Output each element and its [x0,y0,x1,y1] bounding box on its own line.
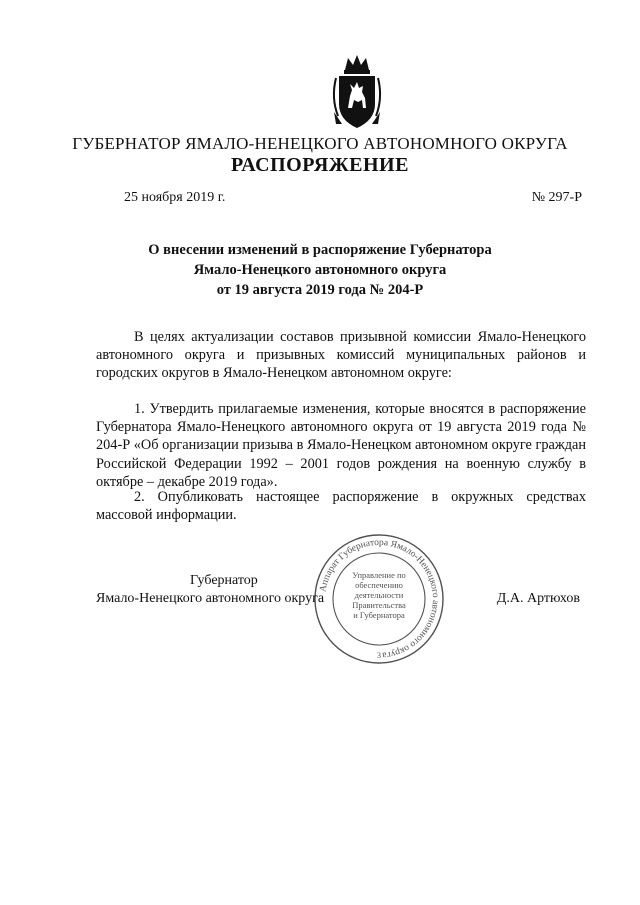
seal-ring-text: Аппарат Губернатора Ямало-Ненецкого автономного округа [318,537,441,660]
document-number: № 297-Р [531,190,582,205]
seal-inner-line: Управление по [352,570,406,580]
subject-line: Ямало-Ненецкого автономного округа [193,262,447,278]
document-type: РАСПОРЯЖЕНИЕ [231,154,409,176]
seal-inner-line: деятельности [354,590,404,600]
seal-inner-line: Правительства [352,600,406,610]
signatory-title: Ямало-Ненецкого автономного округа [96,591,325,606]
preamble-paragraph: В целях актуализации составов призывной комиссии Ямало-Ненецкого автономного округа и призывных комиссий муниципальных районов и городских округов в Ямало-Ненецком автономном округе: [96,329,586,382]
signatory-name: Д.А. Артюхов [496,591,580,606]
issuing-authority: ГУБЕРНАТОР ЯМАЛО-НЕНЕЦКОГО АВТОНОМНОГО ОКРУГА [72,134,568,153]
item-2-paragraph: 2. Опубликовать настоящее распоряжение в окружных средствах массовой информации. [96,489,586,524]
coat-of-arms-icon [328,52,386,130]
signatory-title: Губернатор [190,573,258,588]
subject-line: О внесении изменений в распоряжение Губернатора [148,242,492,258]
official-seal-icon [312,532,446,666]
seal-inner-line: и Губернатора [353,610,405,620]
document-subject [100,240,540,300]
seal-number: 3 [377,651,381,660]
seal-inner-line: обеспечению [355,580,403,590]
item-1-paragraph: 1. Утвердить прилагаемые изменения, которые вносятся в распоряжение Губернатора Ямало-Ненецкого автономного округа от 19 августа 2019 года № 204-Р «Об организации призыва в Ямало-Ненецком автономном округе граждан Российской Федерации 1992 – 2001 годов рождения на военную службу в октябре – декабре 2019 года». [96,401,586,490]
subject-line: от 19 августа 2019 года № 204-Р [216,282,424,298]
document-date: 25 ноября 2019 г. [124,190,226,205]
